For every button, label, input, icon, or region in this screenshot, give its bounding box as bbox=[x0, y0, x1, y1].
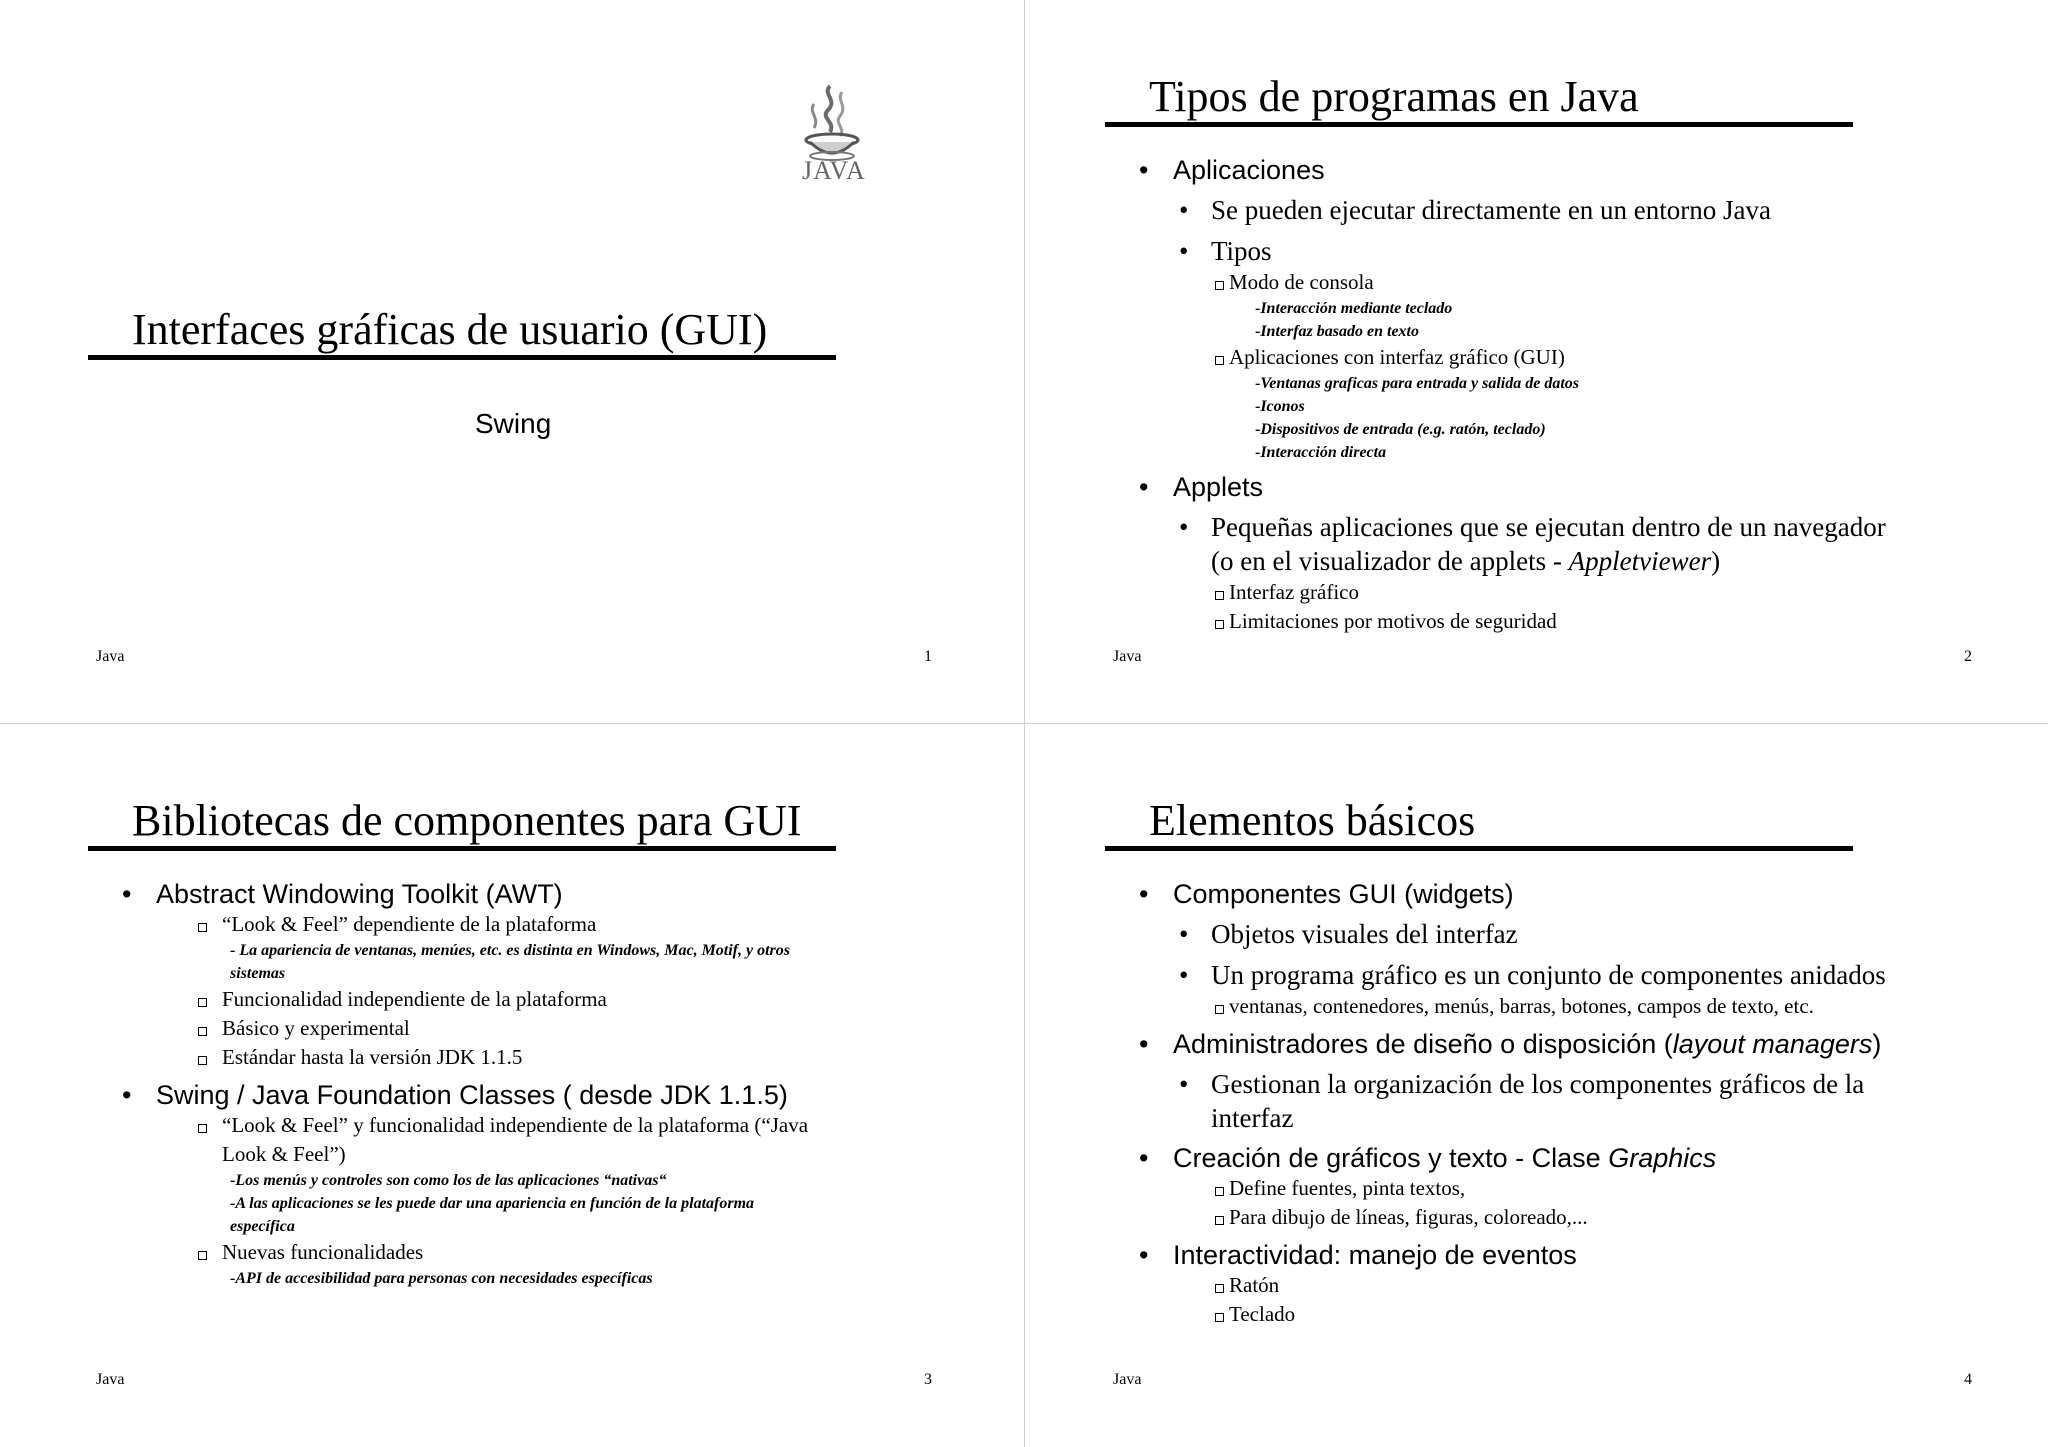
subitem: -Dispositivos de entrada (e.g. ratón, teclado) bbox=[1255, 421, 1546, 438]
bullet-nuevas-funcionalidades: Nuevas funcionalidades bbox=[118, 1238, 1018, 1267]
slide-content bbox=[1135, 878, 2035, 1329]
bullet-componentes-gui: • Componentes GUI (widgets) bbox=[1135, 878, 2035, 910]
slide-3 bbox=[0, 724, 1025, 1447]
slide-title: Elementos básicos bbox=[1149, 796, 1476, 845]
java-logo bbox=[800, 82, 864, 186]
footer-label: Java bbox=[1113, 1371, 1142, 1388]
bullet-basico: Básico y experimental bbox=[118, 1014, 1018, 1043]
footer-label: Java bbox=[1113, 648, 1142, 665]
slide-title: Bibliotecas de componentes para GUI bbox=[132, 796, 802, 845]
bullet-funcionalidad: Funcionalidad independiente de la plataforma bbox=[118, 985, 1018, 1014]
subitem: -Interacción mediante teclado bbox=[1255, 300, 1453, 317]
bullet-modo-consola: Modo de consola bbox=[1135, 268, 2035, 297]
subitem: -Iconos bbox=[1255, 398, 1305, 415]
slide-subtitle: Swing bbox=[475, 408, 552, 439]
bullet-interfaz-grafico: Interfaz gráfico bbox=[1135, 578, 2035, 607]
page-number: 4 bbox=[1964, 1371, 1972, 1388]
subitem: -Los menús y controles son como los de las aplicaciones “nativas“ bbox=[230, 1172, 667, 1189]
subitem: -Ventanas graficas para entrada y salida de datos bbox=[1255, 375, 1580, 392]
footer-label: Java bbox=[96, 648, 125, 665]
bullet-applets: • Applets bbox=[1135, 471, 2035, 503]
bullet-teclado: Teclado bbox=[1135, 1300, 2035, 1329]
subitem: - La apariencia de ventanas, menúes, etc. es distinta en Windows, Mac, Motif, y otros sistemas bbox=[230, 942, 791, 982]
bullet-tipos: • Tipos bbox=[1135, 234, 2035, 268]
slide-2 bbox=[1025, 0, 2048, 724]
page-number: 1 bbox=[924, 648, 932, 665]
subitem: -API de accesibilidad para personas con necesidades específicas bbox=[230, 1270, 653, 1287]
bullet-dibujo-lineas: Para dibujo de líneas, figuras, coloreado,... bbox=[1135, 1203, 2035, 1232]
title-underline bbox=[88, 846, 836, 851]
bullet-aplicaciones-gui: Aplicaciones con interfaz gráfico (GUI) bbox=[1135, 343, 2035, 372]
bullet-ejecutar: • Se pueden ejecutar directamente en un entorno Java bbox=[1135, 193, 2035, 227]
title-underline bbox=[1105, 846, 1853, 851]
subitem: -Interacción directa bbox=[1255, 444, 1387, 461]
subitem: -A las aplicaciones se les puede dar una apariencia en función de la plataforma específica bbox=[230, 1195, 755, 1235]
bullet-swing: • Swing / Java Foundation Classes ( desde JDK 1.1.5) bbox=[118, 1079, 1018, 1111]
java-logo-text: JAVA bbox=[802, 156, 866, 185]
title-underline bbox=[88, 355, 836, 360]
bullet-objetos-visuales: • Objetos visuales del interfaz bbox=[1135, 917, 2035, 951]
bullet-gestionan: • Gestionan la organización de los componentes gráficos de la interfaz bbox=[1135, 1067, 2035, 1135]
subitem: -Interfaz basado en texto bbox=[1255, 323, 1419, 340]
bullet-programa-grafico: • Un programa gráfico es un conjunto de componentes anidados bbox=[1135, 958, 2035, 992]
title-underline bbox=[1105, 122, 1853, 127]
bullet-define-fuentes: Define fuentes, pinta textos, bbox=[1135, 1174, 2035, 1203]
bullet-interactividad: • Interactividad: manejo de eventos bbox=[1135, 1239, 2035, 1271]
bullet-look-feel-swing: “Look & Feel” y funcionalidad independiente de la plataforma (“Java Look & Feel”) bbox=[118, 1111, 1018, 1169]
bullet-estandar: Estándar hasta la versión JDK 1.1.5 bbox=[118, 1043, 1018, 1072]
page-number: 2 bbox=[1964, 648, 1972, 665]
bullet-look-feel: “Look & Feel” dependiente de la plataforma bbox=[118, 910, 1018, 939]
bullet-ventanas: ventanas, contenedores, menús, barras, botones, campos de texto, etc. bbox=[1135, 992, 2035, 1021]
bullet-administradores: • Administradores de diseño o disposición (layout managers) bbox=[1135, 1028, 2035, 1060]
footer-label: Java bbox=[96, 1371, 125, 1388]
bullet-aplicaciones: • Aplicaciones bbox=[1135, 154, 2035, 186]
slide-content bbox=[1135, 154, 2035, 636]
slide-content bbox=[118, 878, 1018, 1290]
bullet-awt: • Abstract Windowing Toolkit (AWT) bbox=[118, 878, 1018, 910]
slide-title: Interfaces gráficas de usuario (GUI) bbox=[132, 305, 768, 354]
page-number: 3 bbox=[924, 1371, 932, 1388]
bullet-limitaciones: Limitaciones por motivos de seguridad bbox=[1135, 607, 2035, 636]
bullet-creacion-graficos: • Creación de gráficos y texto - Clase Graphics bbox=[1135, 1142, 2035, 1174]
bullet-pequenas-aplicaciones: • Pequeñas aplicaciones que se ejecutan dentro de un navegador (o en el visualizador de applets - Appletviewer) bbox=[1135, 510, 2035, 578]
slide-title: Tipos de programas en Java bbox=[1149, 72, 1639, 121]
slide-1 bbox=[0, 0, 1025, 724]
bullet-raton: Ratón bbox=[1135, 1271, 2035, 1300]
slide-4 bbox=[1025, 724, 2048, 1447]
